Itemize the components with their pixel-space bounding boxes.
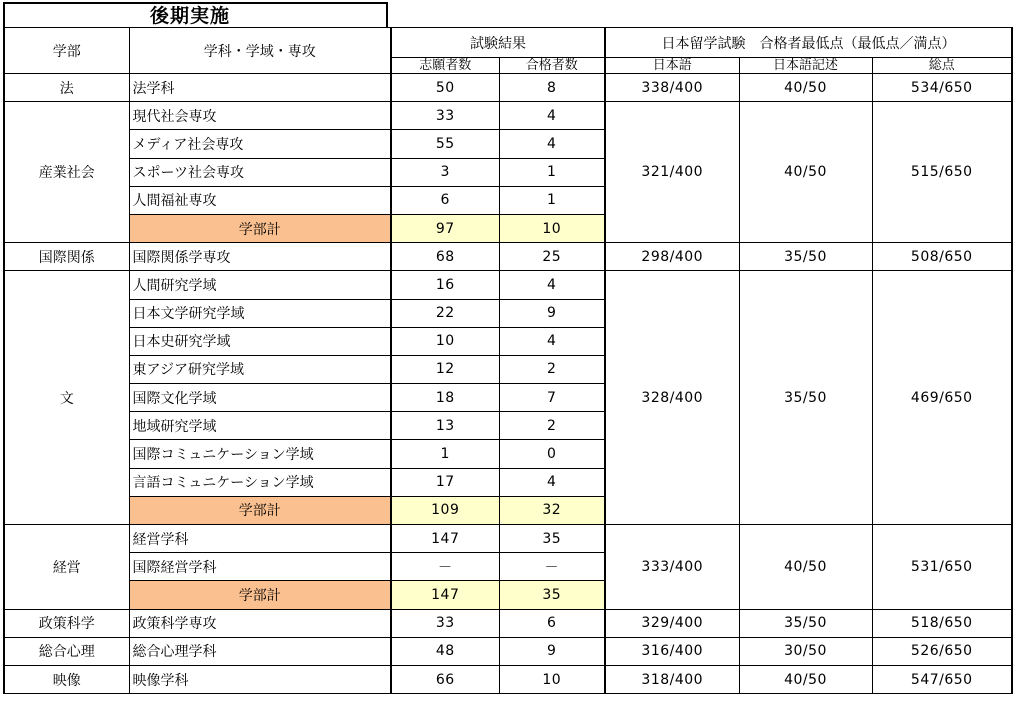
department-cell: 政策科学専攻 xyxy=(129,609,391,637)
applicants-cell: 22 xyxy=(391,299,499,327)
passers-cell: 2 xyxy=(499,355,605,383)
passers-cell: 4 xyxy=(499,102,605,130)
applicants-cell: 147 xyxy=(391,525,499,553)
table-row xyxy=(4,665,1012,693)
passers-cell: 4 xyxy=(499,130,605,158)
applicants-cell: 13 xyxy=(391,412,499,440)
table-title: 後期実施 xyxy=(150,5,231,27)
header-department: 学科・学域・専攻 xyxy=(129,28,391,74)
applicants-cell: 17 xyxy=(391,468,499,496)
department-cell: メディア社会専攻 xyxy=(129,130,391,158)
passers-cell: 1 xyxy=(499,158,605,186)
applicants-cell: 33 xyxy=(391,102,499,130)
applicants-cell: 68 xyxy=(391,243,499,271)
passers-cell: 9 xyxy=(499,637,605,665)
header-exam-results: 試験結果 xyxy=(391,28,605,58)
header-applicants: 志願者数 xyxy=(391,58,499,74)
table-row xyxy=(4,102,1012,130)
department-cell: 国際経営学科 xyxy=(129,553,391,581)
japanese-score-cell: 338/400 xyxy=(605,74,739,102)
header-eju-min: 日本留学試験 合格者最低点（最低点／満点） xyxy=(605,28,1012,58)
subtotal-label: 学部計 xyxy=(129,581,391,609)
header-japanese-written: 日本語記述 xyxy=(739,58,872,74)
total-score-cell: 469/650 xyxy=(872,271,1012,525)
faculty-cell: 法 xyxy=(4,74,129,102)
department-cell: 国際文化学域 xyxy=(129,384,391,412)
department-cell: 総合心理学科 xyxy=(129,637,391,665)
passers-cell: 2 xyxy=(499,412,605,440)
subtotal-passers: 10 xyxy=(499,214,605,242)
table-row xyxy=(4,271,1012,299)
subtotal-label: 学部計 xyxy=(129,496,391,524)
subtotal-passers: 35 xyxy=(499,581,605,609)
applicants-cell: 6 xyxy=(391,186,499,214)
department-cell: 地域研究学域 xyxy=(129,412,391,440)
table-row xyxy=(4,609,1012,637)
department-cell: 現代社会専攻 xyxy=(129,102,391,130)
applicants-cell: － xyxy=(391,553,499,581)
total-score-cell: 534/650 xyxy=(872,74,1012,102)
department-cell: 法学科 xyxy=(129,74,391,102)
written-score-cell: 40/50 xyxy=(739,665,872,693)
table-row xyxy=(4,525,1012,553)
title-box xyxy=(3,2,388,28)
passers-cell: 10 xyxy=(499,665,605,693)
written-score-cell: 40/50 xyxy=(739,102,872,243)
faculty-cell: 映像 xyxy=(4,665,129,693)
department-cell: 人間福祉専攻 xyxy=(129,186,391,214)
passers-cell: 7 xyxy=(499,384,605,412)
faculty-cell: 総合心理 xyxy=(4,637,129,665)
total-score-cell: 518/650 xyxy=(872,609,1012,637)
applicants-cell: 16 xyxy=(391,271,499,299)
passers-cell: 35 xyxy=(499,525,605,553)
department-cell: 言語コミュニケーション学域 xyxy=(129,468,391,496)
applicants-cell: 12 xyxy=(391,355,499,383)
total-score-cell: 515/650 xyxy=(872,102,1012,243)
applicants-cell: 10 xyxy=(391,327,499,355)
passers-cell: 25 xyxy=(499,243,605,271)
table-row xyxy=(4,637,1012,665)
faculty-cell: 政策科学 xyxy=(4,609,129,637)
faculty-cell: 経営 xyxy=(4,525,129,610)
written-score-cell: 40/50 xyxy=(739,525,872,610)
results-table xyxy=(3,27,1013,694)
japanese-score-cell: 316/400 xyxy=(605,637,739,665)
header-total: 総点 xyxy=(872,58,1012,74)
japanese-score-cell: 328/400 xyxy=(605,271,739,525)
header-japanese: 日本語 xyxy=(605,58,739,74)
department-cell: 映像学科 xyxy=(129,665,391,693)
department-cell: スポーツ社会専攻 xyxy=(129,158,391,186)
header-passers: 合格者数 xyxy=(499,58,605,74)
faculty-cell: 産業社会 xyxy=(4,102,129,243)
applicants-cell: 55 xyxy=(391,130,499,158)
japanese-score-cell: 321/400 xyxy=(605,102,739,243)
written-score-cell: 35/50 xyxy=(739,243,872,271)
subtotal-passers: 32 xyxy=(499,496,605,524)
passers-cell: 0 xyxy=(499,440,605,468)
subtotal-label: 学部計 xyxy=(129,214,391,242)
total-score-cell: 526/650 xyxy=(872,637,1012,665)
written-score-cell: 35/50 xyxy=(739,609,872,637)
japanese-score-cell: 318/400 xyxy=(605,665,739,693)
japanese-score-cell: 298/400 xyxy=(605,243,739,271)
faculty-cell: 文 xyxy=(4,271,129,525)
table-row xyxy=(4,74,1012,102)
passers-cell: 4 xyxy=(499,271,605,299)
department-cell: 経営学科 xyxy=(129,525,391,553)
applicants-cell: 48 xyxy=(391,637,499,665)
applicants-cell: 3 xyxy=(391,158,499,186)
written-score-cell: 40/50 xyxy=(739,74,872,102)
applicants-cell: 66 xyxy=(391,665,499,693)
applicants-cell: 18 xyxy=(391,384,499,412)
department-cell: 人間研究学域 xyxy=(129,271,391,299)
passers-cell: 4 xyxy=(499,327,605,355)
faculty-cell: 国際関係 xyxy=(4,243,129,271)
applicants-cell: 1 xyxy=(391,440,499,468)
department-cell: 日本文学研究学域 xyxy=(129,299,391,327)
department-cell: 東アジア研究学域 xyxy=(129,355,391,383)
department-cell: 日本史研究学域 xyxy=(129,327,391,355)
header-faculty: 学部 xyxy=(4,28,129,74)
subtotal-applicants: 97 xyxy=(391,214,499,242)
department-cell: 国際コミュニケーション学域 xyxy=(129,440,391,468)
passers-cell: 9 xyxy=(499,299,605,327)
subtotal-applicants: 147 xyxy=(391,581,499,609)
passers-cell: 6 xyxy=(499,609,605,637)
subtotal-applicants: 109 xyxy=(391,496,499,524)
total-score-cell: 547/650 xyxy=(872,665,1012,693)
applicants-cell: 50 xyxy=(391,74,499,102)
total-score-cell: 508/650 xyxy=(872,243,1012,271)
japanese-score-cell: 329/400 xyxy=(605,609,739,637)
written-score-cell: 30/50 xyxy=(739,637,872,665)
written-score-cell: 35/50 xyxy=(739,271,872,525)
table-row xyxy=(4,243,1012,271)
applicants-cell: 33 xyxy=(391,609,499,637)
passers-cell: 4 xyxy=(499,468,605,496)
total-score-cell: 531/650 xyxy=(872,525,1012,610)
passers-cell: 1 xyxy=(499,186,605,214)
passers-cell: － xyxy=(499,553,605,581)
japanese-score-cell: 333/400 xyxy=(605,525,739,610)
passers-cell: 8 xyxy=(499,74,605,102)
department-cell: 国際関係学専攻 xyxy=(129,243,391,271)
